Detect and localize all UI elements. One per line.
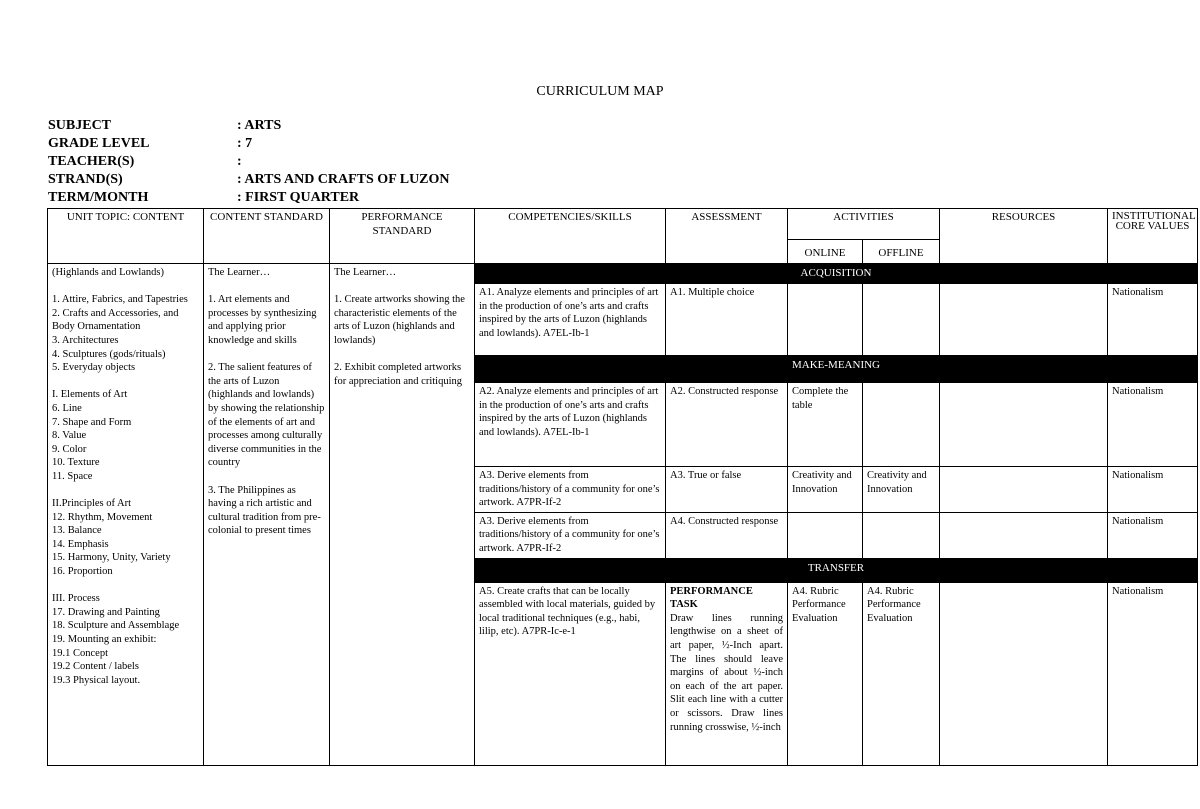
- online-cell: [788, 284, 863, 356]
- resources-cell: [940, 512, 1108, 558]
- meta-value: : 7: [237, 136, 253, 151]
- phase-label-transfer: TRANSFER: [475, 558, 1198, 582]
- phase-label-make-meaning: MAKE-MEANING: [475, 356, 1198, 383]
- resources-cell: [940, 582, 1108, 765]
- resources-cell: [940, 284, 1108, 356]
- offline-cell: [863, 284, 940, 356]
- meta-value: : ARTS AND CRAFTS OF LUZON: [237, 172, 450, 187]
- online-cell: Complete the table: [788, 383, 863, 467]
- meta-label: TERM/MONTH: [48, 190, 149, 205]
- meta-label: STRAND(S): [48, 172, 123, 187]
- offline-cell: [863, 512, 940, 558]
- meta-value: :: [237, 154, 242, 169]
- header-core-values: INSTITUTIONAL CORE VALUES: [1108, 209, 1198, 264]
- assessment-cell: A1. Multiple choice: [666, 284, 788, 356]
- header-offline: OFFLINE: [863, 240, 940, 264]
- header-competencies: COMPETENCIES/SKILLS: [475, 209, 666, 264]
- competency-cell: A1. Analyze elements and principles of art in the production of one’s arts and crafts inspired by the arts of Luzon (highlands and lowlands). A7EL-Ib-1: [475, 284, 666, 356]
- header-unit-topic: UNIT TOPIC: CONTENT: [48, 209, 204, 264]
- document-title: CURRICULUM MAP: [536, 84, 664, 99]
- assessment-cell: A3. True or false: [666, 467, 788, 513]
- online-cell: A4. Rubric Performance Evaluation: [788, 582, 863, 765]
- resources-cell: [940, 383, 1108, 467]
- resources-cell: [940, 467, 1108, 513]
- unit-topic-cell: (Highlands and Lowlands) 1. Attire, Fabrics, and Tapestries 2. Crafts and Accessories, and Body Ornamentation 3. Architectures 4. Sculptures (gods/rituals) 5. Everyday objects I. Elements of Art 6. Line 7. Shape and Form 8. Value 9. Color 10. Texture 11. Space II.Principles of Art 12. Rhythm, Movement 13. Balance 14. Emphasis 15. Harmony, Unity, Variety 16. Proportion III. Process 17. Drawing and Painting 18. Sculpture and Assemblage 19. Mounting an exhibit: 19.1 Concept 19.2 Content / labels 19.3 Physical layout.: [48, 264, 204, 766]
- header-resources: RESOURCES: [940, 209, 1108, 264]
- offline-cell: Creativity and Innovation: [863, 467, 940, 513]
- header-performance-standard: PERFORMANCE STANDARD: [330, 209, 475, 264]
- meta-value: : FIRST QUARTER: [237, 190, 360, 205]
- offline-cell: A4. Rubric Performance Evaluation: [863, 582, 940, 765]
- online-cell: Creativity and Innovation: [788, 467, 863, 513]
- header-online: ONLINE: [788, 240, 863, 264]
- header-assessment: ASSESSMENT: [666, 209, 788, 264]
- core-values-cell: Nationalism: [1108, 383, 1198, 467]
- offline-cell: [863, 383, 940, 467]
- content-standard-cell: The Learner… 1. Art elements and processes by synthesizing and applying prior knowledge and skills 2. The salient features of the arts of Luzon (highlands and lowlands) by showing the relationship of the elements of art and processes among culturally diverse communities in the country 3. The Philippines as having a rich artistic and cultural tradition from pre-colonial to present times: [204, 264, 330, 766]
- assessment-cell: [666, 582, 788, 765]
- phase-row-acquisition: [48, 264, 1198, 284]
- phase-label-acquisition: ACQUISITION: [475, 264, 1198, 284]
- meta-label: GRADE LEVEL: [48, 136, 150, 151]
- online-cell: [788, 512, 863, 558]
- meta-label: TEACHER(S): [48, 154, 135, 169]
- curriculum-table: [47, 208, 1198, 766]
- header-content-standard: CONTENT STANDARD: [204, 209, 330, 264]
- meta-value: : ARTS: [237, 118, 282, 133]
- core-values-cell: Nationalism: [1108, 582, 1198, 765]
- performance-task-text: Draw lines running lengthwise on a sheet of art paper, ½-Inch apart. The lines should leave margins of about ½-inch on each of the art paper. Slit each line with a cutter or scissors. Draw lines running crosswise, ½-inch: [670, 612, 783, 733]
- assessment-cell: A4. Constructed response: [666, 512, 788, 558]
- performance-task-title: PERFORMANCE TASK: [670, 585, 753, 611]
- competency-cell: A5. Create crafts that can be locally assembled with local materials, guided by local traditional techniques (e.g., habi, lilip, etc). A7PR-Ic-e-1: [475, 582, 666, 765]
- core-values-cell: Nationalism: [1108, 284, 1198, 356]
- core-values-cell: Nationalism: [1108, 467, 1198, 513]
- competency-cell: A3. Derive elements from traditions/history of a community for one’s artwork. A7PR-If-2: [475, 467, 666, 513]
- header-row: [48, 209, 1198, 240]
- core-values-cell: Nationalism: [1108, 512, 1198, 558]
- assessment-cell: A2. Constructed response: [666, 383, 788, 467]
- competency-cell: A2. Analyze elements and principles of art in the production of one’s arts and crafts inspired by the arts of Luzon (highlands and lowlands). A7EL-Ib-1: [475, 383, 666, 467]
- meta-label: SUBJECT: [48, 118, 112, 133]
- header-activities: ACTIVITIES: [788, 209, 940, 240]
- performance-standard-cell: The Learner… 1. Create artworks showing the characteristic elements of the arts of Luzon (highlands and lowlands) 2. Exhibit completed artworks for appreciation and critiquing: [330, 264, 475, 766]
- competency-cell: A3. Derive elements from traditions/history of a community for one’s artwork. A7PR-If-2: [475, 512, 666, 558]
